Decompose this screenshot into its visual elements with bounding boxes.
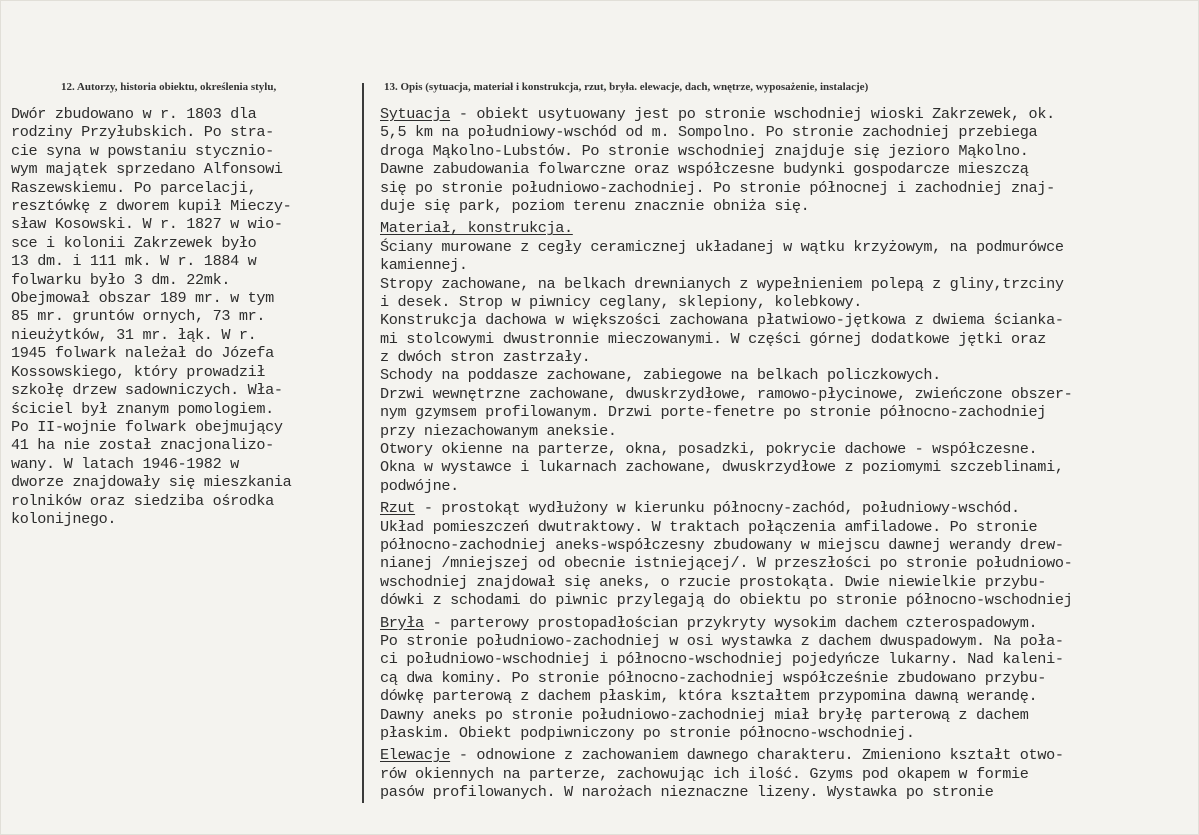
description-line: Okna w wystawce i lukarnach zachowane, dwuskrzydłowe z poziomymi szczeblinami,: [380, 458, 1064, 477]
description-line: mi stolcowymi dwustronnie mieczowanymi. W części górnej dodatkowe jętki oraz: [380, 329, 1047, 348]
history-line: cie syna w powstaniu stycznio-: [11, 141, 274, 160]
description-line: dówkę parterową z dachem płaskim, która kształtem przypomina dawną werandę.: [380, 687, 1038, 706]
description-line: północno-zachodniej aneks-współczesny zbudowany w miejscu dawnej werandy drew-: [380, 535, 1064, 554]
history-line: sław Kosowski. W r. 1827 w wio-: [11, 215, 283, 234]
history-line: szkołę drzew sadowniczych. Wła-: [11, 381, 283, 400]
section-text: - prostokąt wydłużony w kierunku północny-zachód, południowy-wschód.: [415, 499, 1020, 518]
description-line: i desek. Strop w piwnicy ceglany, sklepiony, kolebkowy.: [380, 292, 863, 311]
section-heading: Sytuacja: [380, 105, 451, 123]
description-line: ci południowo-wschodniej i północno-wschodniej pojedyńcze lukarny. Nad kaleni-: [380, 650, 1064, 669]
history-line: rodziny Przyłubskich. Po stra-: [11, 123, 274, 142]
history-line: rolników oraz siedziba ośrodka: [11, 491, 274, 510]
history-line: Dwór zbudowano w r. 1803 dla: [11, 105, 257, 123]
history-line: wany. W latach 1946-1982 w: [11, 454, 239, 473]
description-line: duje się park, poziom terenu znacznie obniża się.: [380, 196, 810, 215]
description-line: [380, 499, 1192, 517]
section-rzut: [380, 499, 1192, 609]
history-line: 1945 folwark należał do Józefa: [11, 344, 274, 363]
description-line: podwójne.: [380, 476, 459, 495]
description-line: Stropy zachowane, na belkach drewnianych z wypełnieniem polepą z gliny,trzciny: [380, 274, 1064, 293]
description-line: Układ pomieszczeń dwutraktowy. W traktach połączenia amfiladowe. Po stronie: [380, 517, 1038, 536]
description-text: [380, 105, 1192, 805]
history-line: kolonijnego.: [11, 509, 117, 528]
description-line: Dawne zabudowania folwarczne oraz współczesne budynki gospodarcze mieszczą: [380, 160, 1029, 179]
section-12-header: 12. Autorzy, historia obiektu, określenia stylu,: [61, 81, 277, 93]
description-line: Po stronie południowo-zachodniej w osi wystawka z dachem dwuspadowym. Na poła-: [380, 631, 1064, 650]
section-materiał-konstrukcja: [380, 219, 1192, 495]
description-line: Drzwi wewnętrzne zachowane, dwuskrzydłowe, ramowo-płycinowe, zwieńczone obszer-: [380, 384, 1073, 403]
description-line: rów okiennych na parterze, zachowując ich ilość. Gzyms pod okapem w formie: [380, 764, 1029, 783]
description-line: Otwory okienne na parterze, okna, posadzki, pokrycie dachowe - współczesne.: [380, 440, 1038, 459]
column-divider: [362, 83, 364, 803]
description-line: pasów profilowanych. W narożach nieznaczne lizeny. Wystawka po stronie: [380, 783, 994, 802]
history-line: Raszewskiemu. Po parcelacji,: [11, 178, 257, 197]
description-line: nianej /mniejszej od obecnie istniejącej/. W przeszłości po stronie południowo-: [380, 554, 1073, 573]
section-heading: Materiał, konstrukcja.: [380, 219, 573, 238]
description-line: Konstrukcja dachowa w większości zachowana płatwiowo-jętkowa z dwiema ściankа-: [380, 311, 1064, 330]
description-line: płaskim. Obiekt podpiwniczony po stronie północno-wschodniej.: [380, 723, 915, 742]
history-line: wym majątek sprzedano Alfonsowi: [11, 160, 283, 179]
section-text: - odnowione z zachowaniem dawnego charakteru. Zmieniono kształt otwo-: [450, 746, 1064, 765]
description-line: nym gzymsem profilowanym. Drzwi porte-fenetre po stronie północno-zachodniej: [380, 403, 1047, 422]
description-line: kamiennej.: [380, 256, 468, 275]
description-line: [380, 105, 1192, 123]
history-line: Po II-wojnie folwark obejmujący: [11, 417, 283, 436]
history-line: folwarku było 3 dm. 22mk.: [11, 270, 231, 289]
description-line: cą dwa kominy. Po stronie północno-zachodniej współcześnie zbudowano przybu-: [380, 668, 1047, 687]
history-line: resztówkę z dworem kupił Mieczy-: [11, 197, 292, 216]
description-line: Schody na poddasze zachowane, zabiegowe na belkach policzkowych.: [380, 366, 941, 385]
description-line: [380, 614, 1192, 632]
history-line: nieużytków, 31 mr. łąk. W r.: [11, 325, 257, 344]
history-line: 41 ha nie został znacjonalizo-: [11, 436, 274, 455]
section-heading: Elewacje: [380, 746, 451, 765]
section-elewacje: [380, 746, 1192, 801]
description-line: [380, 219, 1192, 237]
history-line: 13 dm. i 111 mk. W r. 1884 w: [11, 252, 257, 271]
description-line: przy niezachowanym aneksie.: [380, 421, 617, 440]
description-line: dówki z schodami do piwnic przylegają do obiektu po stronie północno-wschodniej: [380, 591, 1073, 610]
description-line: 5,5 km na południowy-wschód od m. Sompolno. Po stronie zachodniej przebiega: [380, 123, 1038, 142]
history-line: Obejmował obszar 189 mr. w tym: [11, 289, 274, 308]
history-line: sce i kolonii Zakrzewek było: [11, 233, 257, 252]
section-bryła: [380, 614, 1192, 743]
section-13-header: 13. Opis (sytuacja, materiał i konstrukcja, rzut, bryła. elewacje, dach, wnętrze, wyposażenie, instalacje): [384, 81, 869, 93]
description-line: Ściany murowane z cegły ceramicznej układanej w wątku krzyżowym, na podmurówce: [380, 237, 1064, 256]
description-line: wschodniej znajdował się aneks, o rzucie prostokąta. Dwie niewielkie przybu-: [380, 572, 1047, 591]
description-line: Dawny aneks po stronie południowo-zachodniej miał bryłę parterową z dachem: [380, 705, 1029, 724]
section-heading: Bryła: [380, 613, 424, 632]
history-text: [11, 105, 361, 528]
description-line: się po stronie południowo-zachodniej. Po stronie północnej i zachodniej znaj-: [380, 178, 1055, 197]
history-line: Kossowskiego, który prowadził: [11, 362, 266, 381]
section-text: - parterowy prostopadłościan przykryty wysokim dachem czterospadowym.: [423, 613, 1038, 632]
description-line: droga Mąkolno-Lubstów. Po stronie wschodniej znajduje się jezioro Mąkolno.: [380, 141, 1029, 160]
section-heading: Rzut: [380, 499, 416, 518]
description-line: [380, 746, 1192, 764]
section-text: - obiekt usytuowany jest po stronie wschodniej wioski Zakrzewek, ok.: [450, 105, 1055, 123]
history-line: dworze znajdowały się mieszkania: [11, 473, 292, 492]
description-line: z dwóch stron zastrzały.: [380, 348, 591, 367]
history-line: 85 mr. gruntów ornych, 73 mr.: [11, 307, 266, 326]
history-line: ściciel był znanym pomologiem.: [11, 399, 274, 418]
section-sytuacja: [380, 105, 1192, 215]
